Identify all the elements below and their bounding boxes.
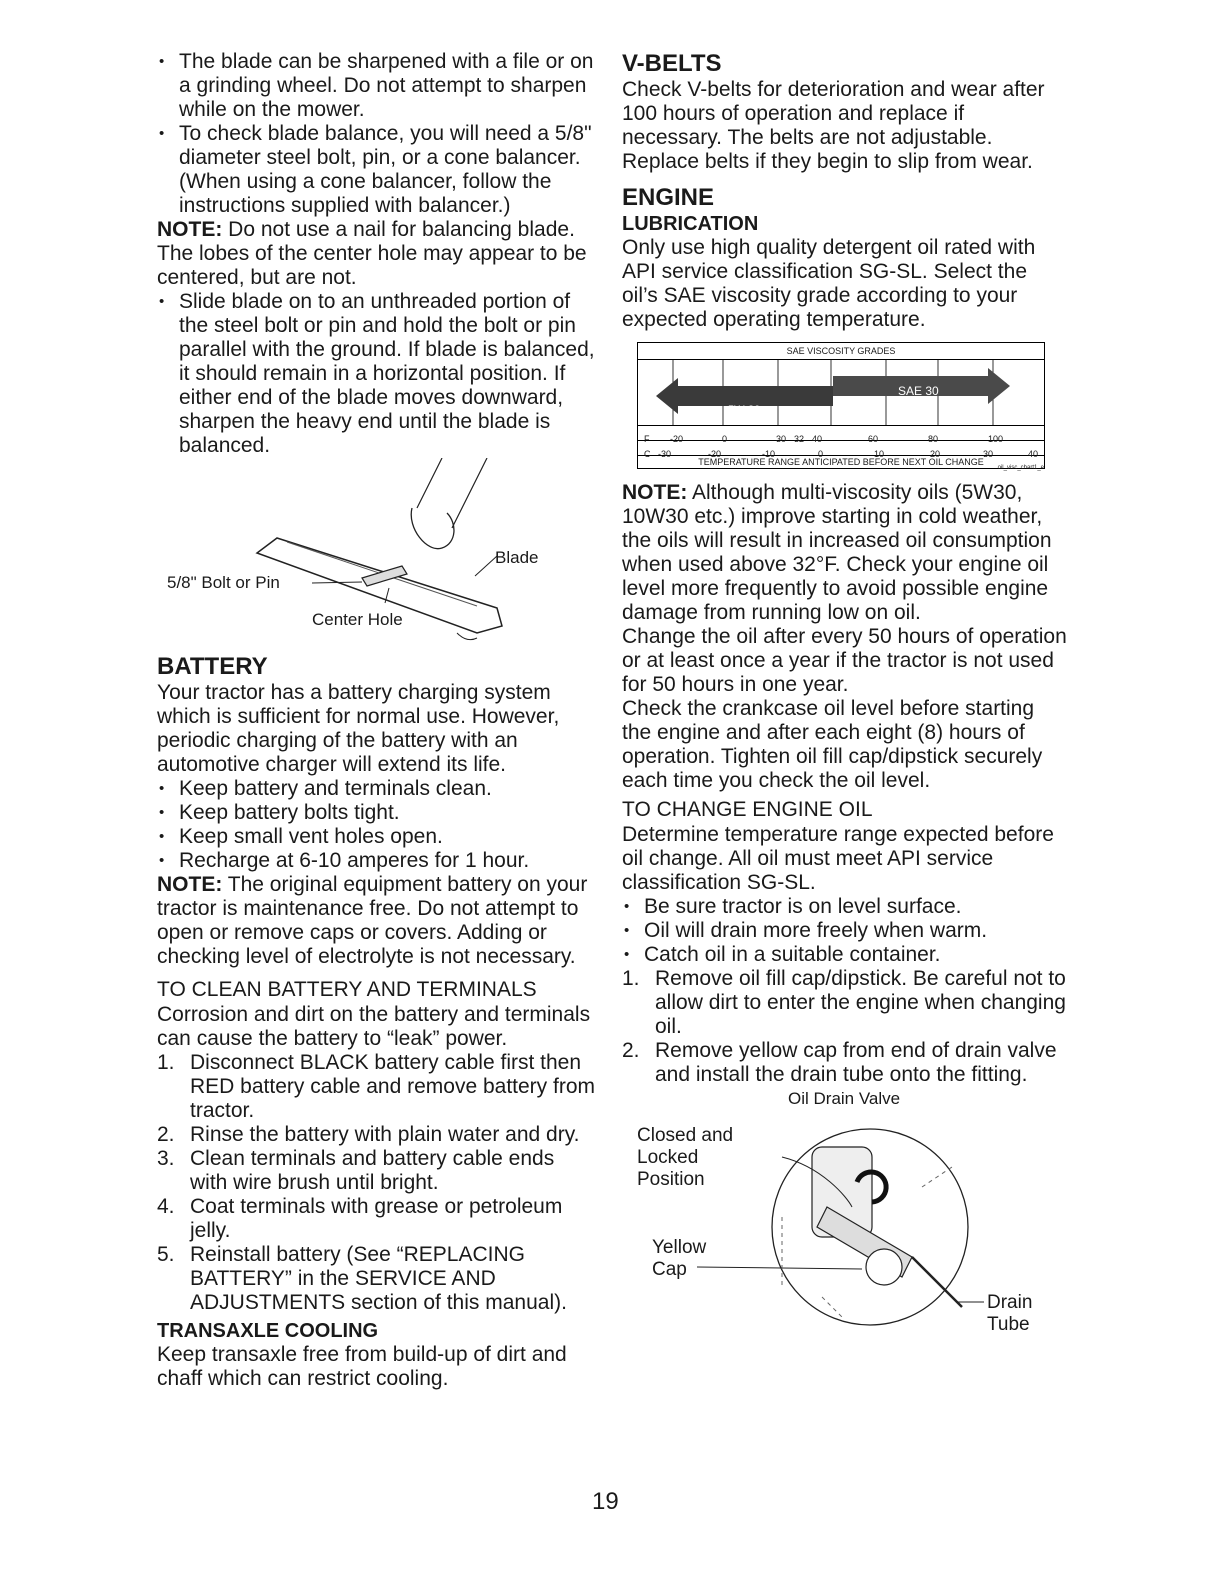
list-item: 2. Remove yellow cap from end of drain valve and install the drain tube onto the fitting. <box>622 1039 1057 1086</box>
clean-battery-heading: TO CLEAN BATTERY AND TERMINALS <box>157 978 537 1001</box>
bolt-label: 5/8" Bolt or Pin <box>167 573 280 592</box>
note-battery: NOTE: The original equipment battery on your tractor is maintenance free. Do not attempt to open or remove caps or covers. Adding or checking level of electrolyte is not necessary. <box>157 873 588 968</box>
list-item: • The blade can be sharpened with a file or on a grinding wheel. Do not attempt to sharpen while on the mower. <box>157 50 597 122</box>
list-item: • Keep small vent holes open. <box>157 825 597 849</box>
list-item: 1. Remove oil fill cap/dipstick. Be careful not to allow dirt to enter the engine when changing oil. <box>622 967 1066 1038</box>
right-column <box>622 50 1067 1335</box>
grade-sae30-label: SAE 30 <box>898 384 939 398</box>
list-item: • Catch oil in a suitable container. <box>622 943 1067 967</box>
list-item: 3. Clean terminals and battery cable ends with wire brush until bright. <box>157 1147 555 1194</box>
list-item: 5. Reinstall battery (See “REPLACING BATTERY” in the SERVICE AND ADJUSTMENTS section of this manual). <box>157 1243 567 1314</box>
drain-tube-label: Drain Tube <box>987 1292 1033 1335</box>
list-item: • Keep battery and terminals clean. <box>157 777 597 801</box>
page-number: 19 <box>592 1488 619 1515</box>
center-hole-label: Center Hole <box>312 610 403 629</box>
sae-chart-title: SAE VISCOSITY GRADES <box>638 343 1044 360</box>
transaxle-text: Keep transaxle free from build-up of dirt and chaff which can restrict cooling. <box>157 1343 567 1390</box>
closed-position-label: Closed and Locked Position <box>637 1125 734 1190</box>
sae-chart-footer: TEMPERATURE RANGE ANTICIPATED BEFORE NEXT OIL CHANGE <box>698 457 984 467</box>
list-item: • Be sure tractor is on level surface. <box>622 895 1067 919</box>
left-column <box>157 50 597 1391</box>
blade-label: Blade <box>495 548 539 567</box>
battery-intro: Your tractor has a battery charging system which is sufficient for normal use. However, periodic charging of the battery with an automotive charger will extend its life. <box>157 681 560 776</box>
note-viscosity: NOTE: Although multi-viscosity oils (5W30, 10W30 etc.) improve starting in cold weather, the oils will result in increased oil consumption when used above 32°F. Check your engine oil level more frequently to avoid possible engine damage from running low on oil. <box>622 481 1052 624</box>
valve-figure-title: Oil Drain Valve <box>788 1089 901 1108</box>
change-oil-paragraph: Change the oil after every 50 hours of operation or at least once a year if the tractor is not used for 50 hours in one year. <box>622 625 1067 696</box>
list-item: 1. Disconnect BLACK battery cable first then RED battery cable and remove battery from tractor. <box>157 1051 596 1122</box>
vbelts-heading: V-BELTS <box>622 50 722 77</box>
change-oil-intro: Determine temperature range expected before oil change. All oil must meet API service classification SG-SL. <box>622 823 1054 894</box>
list-item: • Slide blade on to an unthreaded portion of the steel bolt or pin and hold the bolt or pin parallel with the ground. If blade is balanced, it should remain in a horizontal position. If either end of the blade moves downward, sharpen the heavy end until the blade is balanced. <box>157 290 597 458</box>
sae-grade-bars <box>638 360 1044 426</box>
change-oil-heading: TO CHANGE ENGINE OIL <box>622 798 873 821</box>
fahrenheit-scale: F -20 0 30 32 40 60 80 100 <box>638 426 1044 441</box>
sae-arrows <box>638 360 1044 425</box>
list-item: • Keep battery bolts tight. <box>157 801 597 825</box>
lubrication-heading: LUBRICATION <box>622 213 759 235</box>
list-item: 2. Rinse the battery with plain water and dry. <box>157 1123 580 1146</box>
engine-heading: ENGINE <box>622 184 715 211</box>
check-oil-paragraph: Check the crankcase oil level before starting the engine and after each eight (8) hours of operation. Tighten oil fill cap/dipstick securely each time you check the oil level. <box>622 697 1043 792</box>
transaxle-heading: TRANSAXLE COOLING <box>157 1320 379 1342</box>
valve-illustration <box>622 1087 1067 1327</box>
yellow-cap-label: Yellow Cap <box>652 1237 707 1280</box>
list-item: • Recharge at 6-10 amperes for 1 hour. <box>157 849 597 873</box>
list-item: • To check blade balance, you will need a 5/8" diameter steel bolt, pin, or a cone balancer. (When using a cone balancer, follow the instructions supplied with balancer.) <box>157 122 597 218</box>
vbelts-text: Check V-belts for deterioration and wear after 100 hours of operation and replace if necessary. The belts are not adjustable. Replace belts if they begin to slip from wear. <box>622 78 1045 173</box>
note-blade: NOTE: Do not use a nail for balancing blade. The lobes of the center hole may appear to be centered, but are not. <box>157 218 587 289</box>
sae-viscosity-chart <box>637 342 1045 469</box>
blade-balance-figure <box>157 458 597 653</box>
celsius-scale: C -30 -20 -10 0 10 20 30 40 <box>638 441 1044 456</box>
list-item: • Oil will drain more freely when warm. <box>622 919 1067 943</box>
clean-intro: Corrosion and dirt on the battery and terminals can cause the battery to “leak” power. <box>157 1003 591 1050</box>
list-item: 4. Coat terminals with grease or petroleum jelly. <box>157 1195 563 1242</box>
oil-drain-valve-figure <box>622 1087 1067 1335</box>
battery-heading: BATTERY <box>157 653 268 680</box>
grade-5w30-label: 5W-30 <box>728 404 761 416</box>
chart-code: oil_visc_chart1_e <box>997 465 1044 471</box>
lubrication-text: Only use high quality detergent oil rated with API service classification SG-SL. Select the oil’s SAE viscosity grade according to your expected operating temperature. <box>622 236 1036 331</box>
